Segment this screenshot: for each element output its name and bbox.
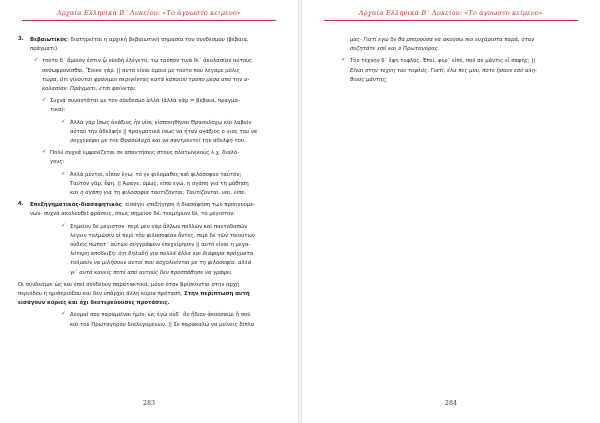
example-line: Ἀλλὰ μέντοι, εἶπον ἐγώ, τό γε φιλομαθὲς καὶ φιλόσοφον ταὐτόν; xyxy=(70,171,242,178)
example-line: Ταὐτὸν γάρ, ἔφη. || Άραγε, όμως, είπα εγώ, η αγάπη για τη μάθηση xyxy=(70,180,249,187)
example-line: τοῦτο δ᾽ ὅμοιόν ἐστιν ᾧ νῦνδὴ ἐλέγετο, τῷ τρόπον τινὰ δι᾽ ἀκολασίαν αὐτοὺς xyxy=(42,58,253,65)
item-4-title: Επεξηγηματικός-διασαφητικός xyxy=(30,202,122,209)
checkmark-icon: ✓ xyxy=(341,57,346,64)
note-text: περιόδου ή ημιπεριόδου και δεν υπάρχει άλλη κύρια πρόταση. xyxy=(18,291,185,298)
example-line: καὶ τοῦ Πρωταγόρου διαλεγομένων. || Σε παρακαλώ να μείνεις δίπλα xyxy=(70,321,255,328)
item-4-line-1 xyxy=(30,201,278,210)
note-line: γους: xyxy=(50,159,65,166)
example-line: Τὴν τέχνην δ᾽ ἔφη τυφλός. Ἐπεί, φέρ᾽ εἰπέ, ποῦ σὺ μάντις εἶ σαφής; || xyxy=(350,58,536,65)
example-line: Ἀλλὰ γάρ ἴσως ἀνάξιος ἦν υἱὸς εἰσποιηθῆναι Θρασυλόχῳ καὶ λαβεῖν xyxy=(70,119,252,126)
example-line: τολμούν να μιλήσουν αυτοί που ασχολούνται με τη φιλοσοφία, αλλά xyxy=(70,260,252,267)
example-line: Σημεῖον δὲ μέγιστον· περὶ μὲν γὰρ ἄλλων πολλῶν καὶ παντοδαπῶν xyxy=(70,223,248,230)
item-3-note-1 xyxy=(30,97,278,115)
continued-translation xyxy=(320,36,582,54)
right-page-number: 284 xyxy=(444,399,458,407)
left-running-header: Αρχαία Ελληνικά Β΄ Λυκείου: «Το άγνωστο κείμενο» xyxy=(22,9,276,21)
epei-example xyxy=(320,57,582,85)
item-4-line-2: νων· συχνά ακολουθεί φράσεις, όπως σημεῖον δέ, τεκμήριον δέ, τὸ μέγιστον: xyxy=(30,211,236,218)
example-line: μας· Γιατί εγώ δε θα μπορούσα να ακούσω πιο ευχάριστα παρά, όταν xyxy=(350,37,535,43)
item-3-note-2 xyxy=(30,149,278,167)
item-3-example-1 xyxy=(30,57,278,94)
right-page-body xyxy=(320,36,582,85)
item-3-example-2 xyxy=(30,119,278,147)
note-line: Συχνά συναντάται με τον σύνδεσμο ἀλλά (ἀλλὰ γάρ = βέβαια, πραγμα- xyxy=(50,98,240,105)
checkmark-icon: ✓ xyxy=(61,118,66,125)
example-line: σεσωφρονίσθαι. Ἔοικε γάρ. || αυτό είναι όμοιο με τούτο που λέγαμε μόλις xyxy=(42,67,240,74)
example-line: λύτερη απόδειξη: ότι δηλαδή για πολλά άλλα και διάφορα πράγματα xyxy=(70,251,254,258)
right-page xyxy=(302,0,600,423)
example-line: Είναι στην τέχνη του τυφλός. Γιατί, έλα πες μου, πότε ήσουν εσύ αλη- xyxy=(350,67,537,74)
item-3-desc: : διατηρείται η αρχική βεβαιωτική σημασία του συνδέσμου (βέβαια, xyxy=(67,37,249,43)
checkmark-icon: ✓ xyxy=(42,149,47,156)
note-line: τικά): xyxy=(50,107,66,114)
item-4-example-1 xyxy=(30,223,278,278)
example-line: συγχενέψει με τον Θρασύλοχο και να παντρευτεί την αδελφή του. xyxy=(70,138,246,145)
checkmark-icon: ✓ xyxy=(61,170,66,177)
left-page-body xyxy=(18,36,278,330)
example-line: γι᾽ αυτά κανείς ποτέ από αυτούς δεν προσπάθησε να γράψει. xyxy=(70,269,233,276)
example-line: λέγειν τολμῶσιν οἱ περὶ τὴν φιλοσοφίαν ὄντες, περὶ δὲ τῶν τοιούτων xyxy=(70,232,255,239)
note-line xyxy=(18,290,278,299)
example-line: συζητάτε εσύ και ο Πρωταγόρας. xyxy=(350,46,440,53)
item-3-title: Βεβαιωτικός xyxy=(30,37,68,43)
example-line: αὐτοῦ τὴν ἀδελφήν || πραγματικά ίσως να ήταν ανάξιος ο γιος του να xyxy=(70,128,258,135)
checkmark-icon: ✓ xyxy=(61,311,66,318)
item-4-desc: : εισάγει επεξήγηση ή διασάφηση των προηγούμε- xyxy=(121,202,255,209)
example-line: Δέομαί σου παραμεῖναι ἡμῖν· ὡς ἐγὼ οὐδ᾽ ἂν ἥδιον ἀκούσαιμι ἤ σοῦ xyxy=(70,312,251,319)
item-3-number: 3. xyxy=(18,36,24,42)
left-page-number: 283 xyxy=(142,399,156,407)
example-line: κολασίαν. Πράγματι, έτσι φαίνεται. xyxy=(42,86,137,93)
example-line: οὐδεὶς πώποτ᾽ αὐτῶν συγγράφειν ἐπεχείρησεν || αυτό είναι η μεγα- xyxy=(70,242,251,249)
example-line: τώρα, ότι γίνονται φρόνιμοι περιγύντας κατά κάποιον τρόπο μέσα από την α- xyxy=(42,76,250,83)
note-line: εισάγουν κύριες και όχι δευτερεύουσες προτάσεις. xyxy=(18,300,170,307)
checkmark-icon: ✓ xyxy=(34,57,39,64)
checkmark-icon: ✓ xyxy=(61,222,66,229)
item-3-example-3 xyxy=(30,171,278,199)
item-3-line-2: πράγματι). xyxy=(30,46,59,53)
item-4-intro xyxy=(18,201,278,219)
right-running-header: Αρχαία Ελληνικά Β΄ Λυκείου: «Το άγνωστο κείμενο» xyxy=(324,9,578,21)
example-line: θινός μάντης; xyxy=(350,76,388,83)
conjunction-note xyxy=(18,281,278,309)
conjunction-example xyxy=(30,311,278,329)
left-page xyxy=(0,0,298,423)
item-3-line-1 xyxy=(30,36,278,45)
checkmark-icon: ✓ xyxy=(42,97,47,104)
note-line: Οι σύνδεσμοι ὡς και ἐπεί συνδέουν παρατακτικά, μόνο όταν βρίσκονται στην αρχή xyxy=(18,281,240,288)
item-3-intro xyxy=(18,36,278,54)
item-4-number: 4. xyxy=(18,201,24,208)
note-emphasis: Στην περίπτωση αυτή xyxy=(184,291,250,298)
note-line: Πολύ συχνά εμφανίζεται σε απαντήσεις στους πλατωνικούς λ.χ. διαλό- xyxy=(50,150,240,157)
example-line: και η αγάπη για τη φιλοσοφία ταυτίζονται; Ταυτίζονται, ναι, είπε. xyxy=(70,190,246,197)
